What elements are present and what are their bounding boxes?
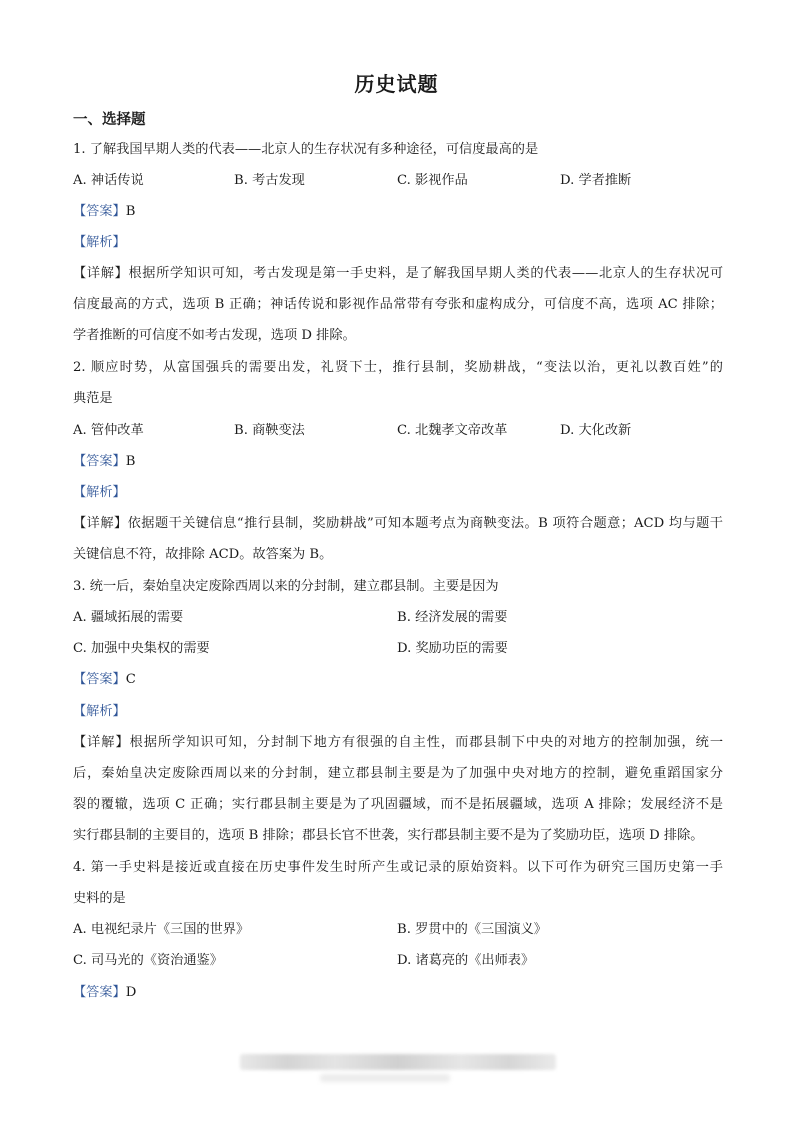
section-heading: 一、选择题 (73, 112, 146, 128)
q2-detail-line-1 (73, 514, 723, 534)
q1-detail-line-3: 学者推断的可信度不如考古发现，选项 D 排除。 (73, 328, 356, 343)
q4-stem-line-1: 4. 第一手史料是接近或直接在历史事件发生时所产生或记录的原始资料。以下可作为研究三国历史第一手 (73, 860, 723, 875)
answer-value: B (125, 454, 136, 469)
detail-text: 根据所学知识可知，考古发现是第一手史料，是了解我国早期人类的代表——北京人的生存状况可 (128, 266, 724, 281)
answer-label: 【答案】 (73, 672, 126, 687)
q2-option-c: C. 北魏孝文帝改革 (397, 423, 508, 438)
q2-stem-line-2: 典范是 (73, 391, 113, 406)
q3-detail-line-3: 裂的覆辙，选项 C 正确；实行郡县制主要是为了巩固疆域，而不是拓展疆域，选项 A 排除；发展经济不是 (73, 797, 723, 812)
answer-label: 【答案】 (73, 454, 126, 469)
q4-answer (73, 983, 723, 1003)
answer-value: B (125, 204, 136, 219)
q2-option-d: D. 大化改新 (560, 423, 632, 438)
q3-option-d: D. 奖励功臣的需要 (397, 641, 508, 656)
answer-label: 【答案】 (73, 985, 126, 1000)
q3-detail-line-4: 实行郡县制的主要目的，选项 B 排除；郡县长官不世袭，实行郡县制主要不是为了奖励功臣，选项 D 排除。 (73, 828, 704, 843)
q2-answer (73, 452, 723, 472)
answer-label: 【答案】 (73, 204, 126, 219)
detail-label: 【详解】 (73, 266, 129, 281)
footer-watermark-sub (320, 1074, 450, 1082)
detail-text: 依据题干关键信息“推行县制，奖励耕战”可知本题考点为商鞅变法。B 项符合题意；ACD 均与题干 (127, 516, 723, 531)
q4-stem-line-2: 史料的是 (73, 891, 126, 906)
q3-detail-line-2: 后，秦始皇决定废除西周以来的分封制，建立郡县制主要是为了加强中央对地方的控制，避免重蹈国家分 (73, 766, 723, 781)
q2-option-b: B. 商鞅变法 (234, 423, 305, 438)
detail-label: 【详解】 (73, 735, 130, 750)
q3-option-c: C. 加强中央集权的需要 (73, 641, 210, 656)
q1-detail-line-2: 信度最高的方式，选项 B 正确；神话传说和影视作品常带有夸张和虚构成分，可信度不高，选项 AC 排除； (73, 297, 723, 312)
q3-analysis-label: 【解析】 (73, 704, 126, 719)
q1-stem: 1. 了解我国早期人类的代表——北京人的生存状况有多种途径，可信度最高的是 (73, 142, 539, 157)
answer-value: D (125, 985, 137, 1000)
q1-option-b: B. 考古发现 (234, 173, 305, 188)
q4-option-c: C. 司马光的《资治通鉴》 (73, 953, 223, 968)
detail-text: 根据所学知识可知，分封制下地方有很强的自主性，而郡县制下中央的对地方的控制加强，统一 (129, 735, 723, 750)
q2-option-a: A. 管仲改革 (73, 423, 144, 438)
q3-detail-line-1 (73, 733, 723, 753)
q3-answer (73, 670, 723, 690)
q4-option-b: B. 罗贯中的《三国演义》 (397, 922, 547, 937)
q1-analysis-label: 【解析】 (73, 235, 126, 250)
q2-detail-line-2: 关键信息不符，故排除 ACD。故答案为 B。 (73, 547, 333, 562)
q1-option-a: A. 神话传说 (73, 173, 144, 188)
q1-option-c: C. 影视作品 (397, 173, 468, 188)
q3-stem: 3. 统一后，秦始皇决定废除西周以来的分封制，建立郡县制。主要是因为 (73, 579, 499, 594)
q4-option-a: A. 电视纪录片《三国的世界》 (73, 922, 250, 937)
q1-option-d: D. 学者推断 (560, 173, 632, 188)
page-title: 历史试题 (354, 72, 439, 96)
q3-option-b: B. 经济发展的需要 (397, 610, 508, 625)
q1-answer (73, 202, 723, 222)
q3-option-a: A. 疆域拓展的需要 (73, 610, 184, 625)
footer-watermark (240, 1054, 556, 1070)
q1-detail-line-1 (73, 264, 723, 284)
q2-analysis-label: 【解析】 (73, 485, 126, 500)
q2-stem-line-1: 2. 顺应时势，从富国强兵的需要出发，礼贤下士，推行县制，奖励耕战，“变法以治，更礼以教百姓”的 (73, 360, 723, 375)
detail-label: 【详解】 (73, 516, 128, 531)
answer-value: C (125, 672, 136, 687)
q4-option-d: D. 诸葛亮的《出师表》 (397, 953, 535, 968)
